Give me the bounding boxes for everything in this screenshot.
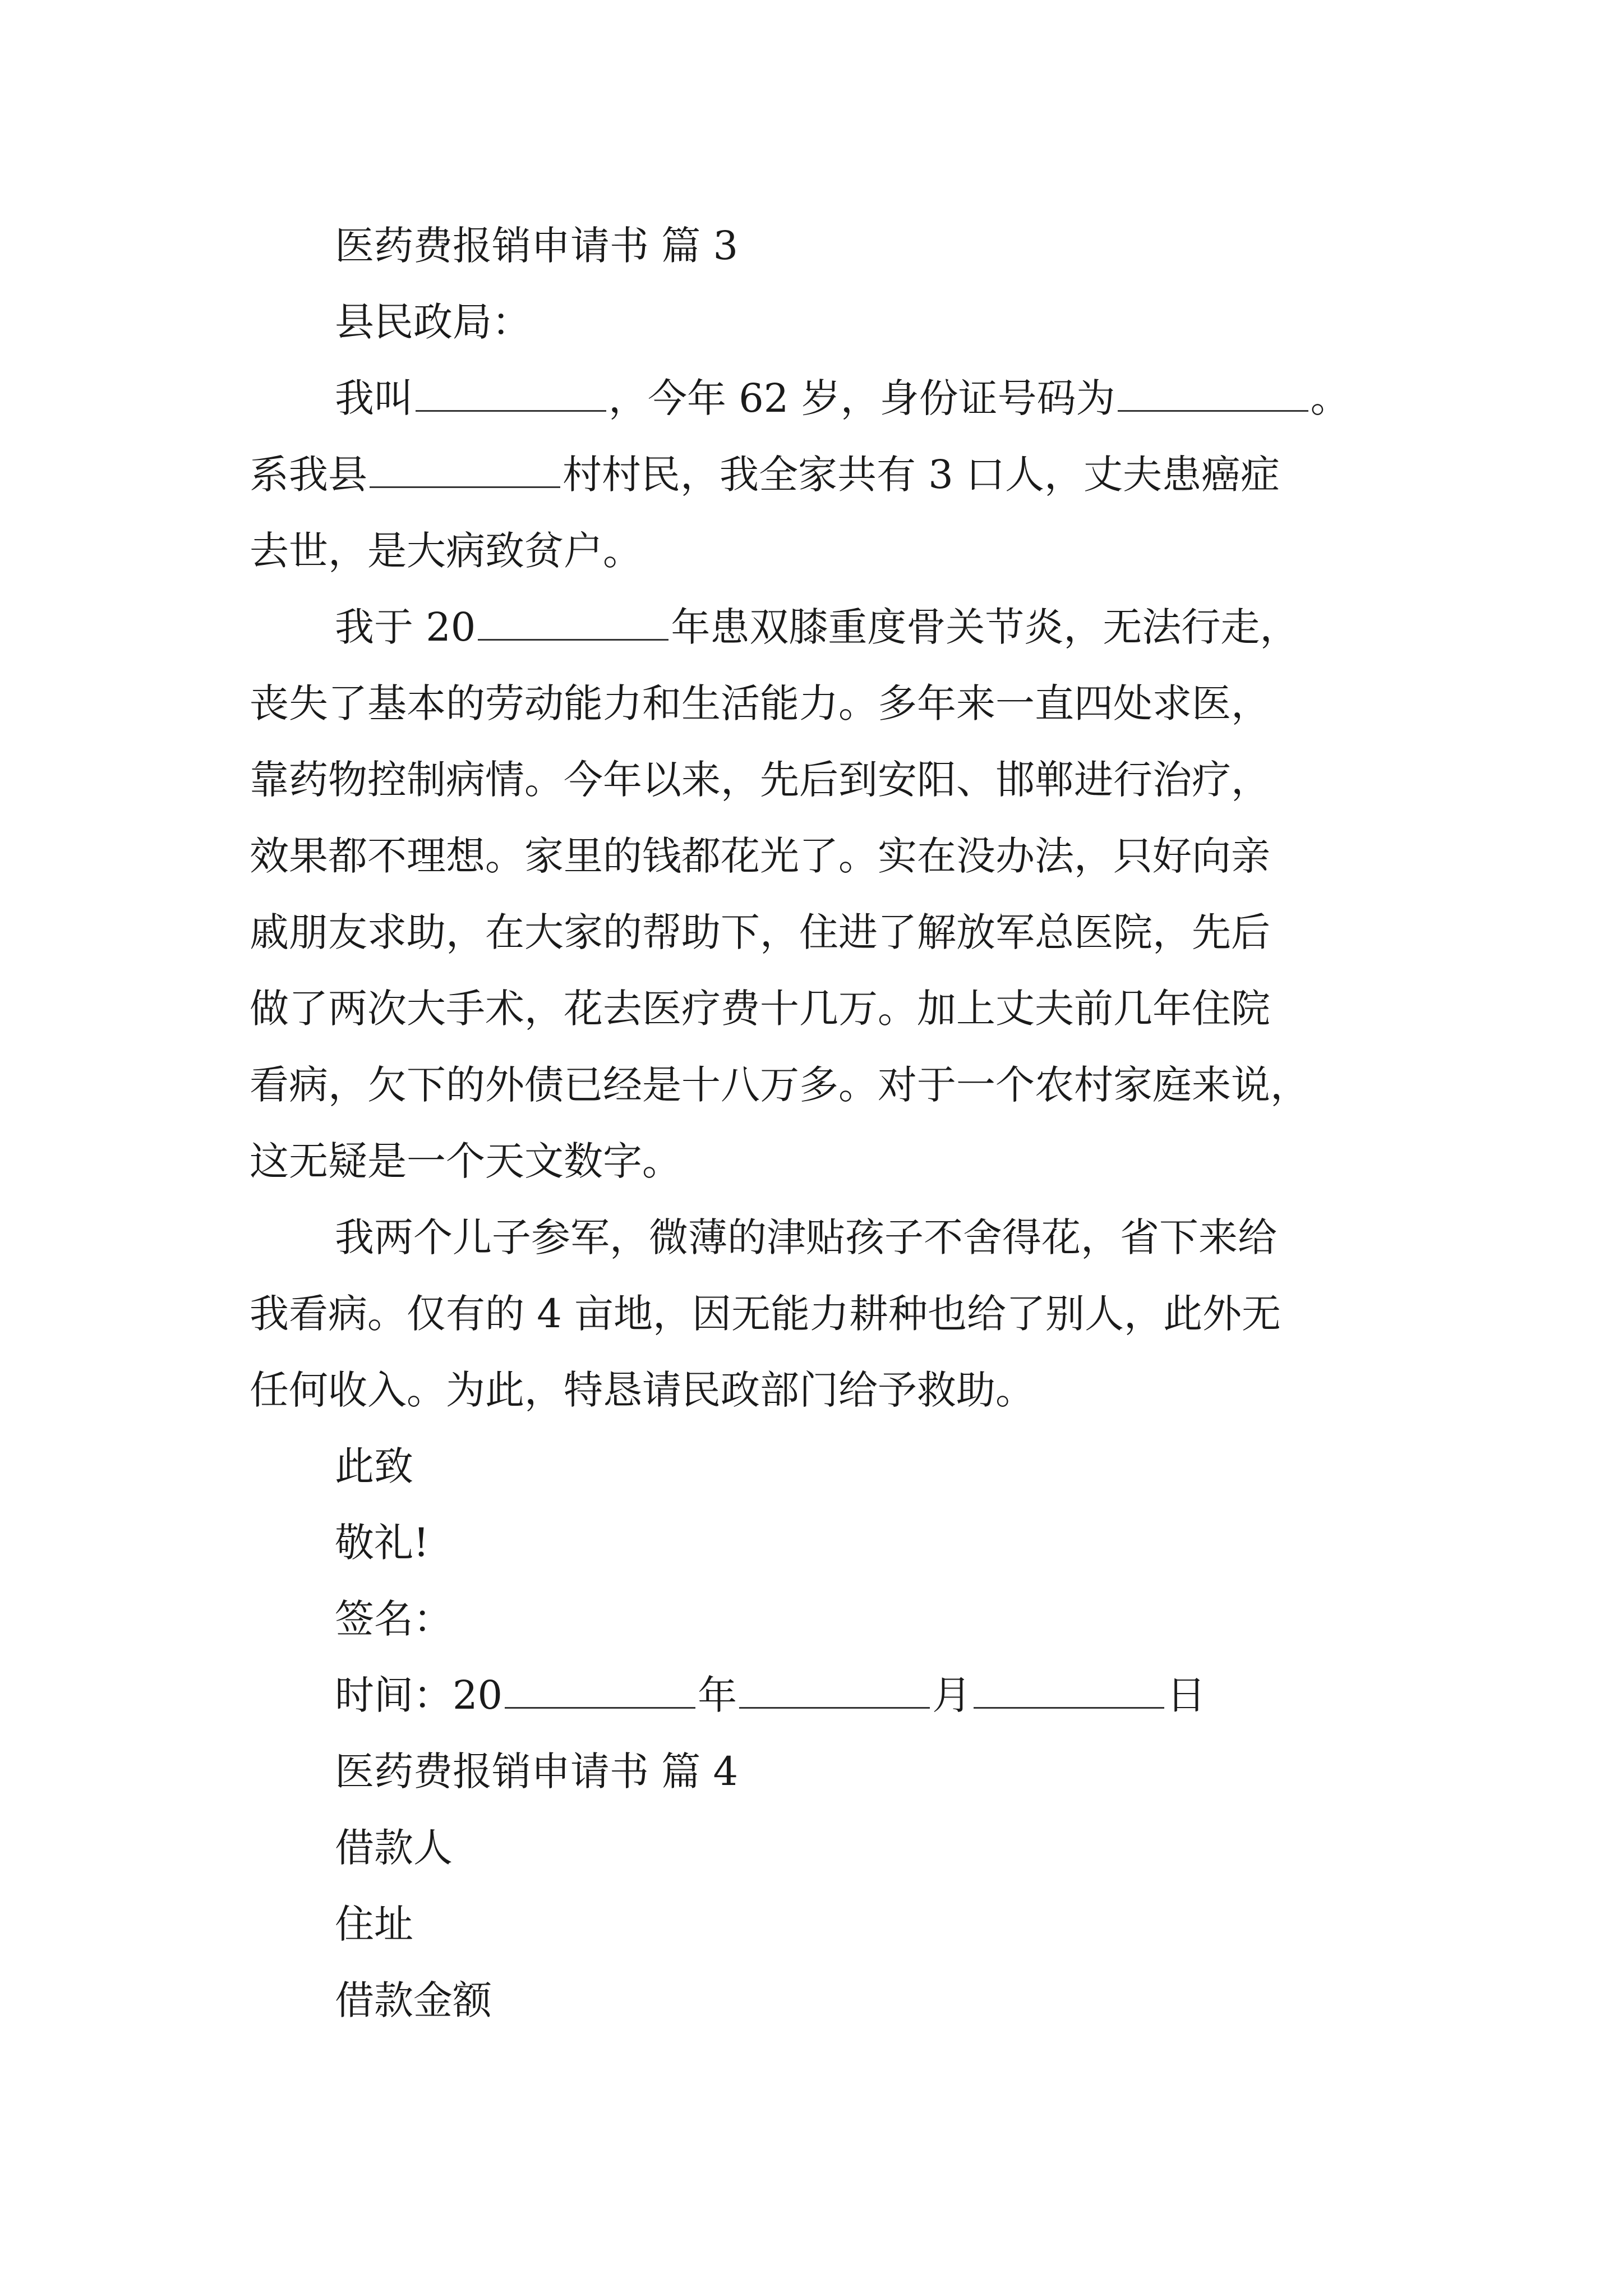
paragraph-1	[250, 360, 1399, 589]
field-address: 住址	[335, 1901, 413, 1947]
paragraph-line	[250, 436, 1399, 513]
field-amount: 借款金额	[335, 1977, 492, 2023]
date-year-blank	[505, 1673, 695, 1709]
paragraph-line: 我两个儿子参军，微薄的津贴孩子不舍得花，省下来给	[335, 1214, 1277, 1260]
paragraph-line: 做了两次大手术，花去医疗费十几万。加上丈夫前几年住院	[250, 986, 1270, 1032]
paragraph-line: 靠药物控制病情。今年以来，先后到安阳、邯郸进行治疗，	[250, 757, 1270, 803]
paragraph-line: 看病，欠下的外债已经是十八万多。对于一个农村家庭来说，	[250, 1062, 1310, 1108]
paragraph-line: 丧失了基本的劳动能力和生活能力。多年来一直四处求医，	[250, 680, 1270, 726]
name-blank	[416, 376, 606, 412]
document-body	[250, 208, 1399, 2039]
section-heading-4: 医药费报销申请书 篇 4	[335, 1749, 739, 1795]
closing-salutation: 此致	[335, 1443, 413, 1489]
id-number-blank	[1118, 376, 1308, 412]
text-run: ，今年 62 岁，身份证号码为	[608, 375, 1115, 421]
paragraph-line	[250, 360, 1399, 436]
text-run: 村村民，我全家共有 3 口人，丈夫患癌症	[562, 452, 1280, 498]
closing-respect: 敬礼!	[335, 1520, 430, 1566]
section-heading-3: 医药费报销申请书 篇 3	[335, 223, 739, 269]
addressee: 县民政局：	[335, 299, 531, 345]
date-month-blank	[739, 1673, 930, 1709]
text-run: 日	[1166, 1672, 1206, 1718]
paragraph-line: 我看病。仅有的 4 亩地，因无能力耕种也给了别人，此外无	[250, 1291, 1281, 1337]
text-run: 时间：20	[335, 1672, 503, 1718]
signature-label: 签名：	[335, 1596, 453, 1642]
paragraph-line: 任何收入。为此，特恳请民政部门给予救助。	[250, 1367, 1035, 1413]
date-line	[250, 1657, 1399, 1733]
paragraph-2	[250, 589, 1399, 1199]
year-blank	[478, 605, 668, 641]
village-blank	[370, 453, 560, 488]
field-borrower: 借款人	[335, 1825, 453, 1871]
text-run: 年	[698, 1672, 737, 1718]
text-run: 月	[932, 1672, 972, 1718]
paragraph-line: 去世，是大病致贫户。	[250, 528, 642, 574]
paragraph-line: 这无疑是一个天文数字。	[250, 1138, 681, 1184]
text-run: 。	[1310, 375, 1350, 421]
paragraph-line	[250, 589, 1399, 665]
paragraph-line: 戚朋友求助，在大家的帮助下，住进了解放军总医院，先后	[250, 909, 1270, 955]
text-run: 年患双膝重度骨关节炎，无法行走，	[671, 604, 1299, 650]
text-run: 我于 20	[335, 604, 476, 650]
paragraph-line: 效果都不理想。家里的钱都花光了。实在没办法，只好向亲	[250, 833, 1270, 879]
text-run: 我叫	[335, 375, 413, 421]
date-day-blank	[974, 1673, 1164, 1709]
paragraph-3	[250, 1199, 1399, 1428]
text-run: 系我县	[250, 452, 367, 498]
